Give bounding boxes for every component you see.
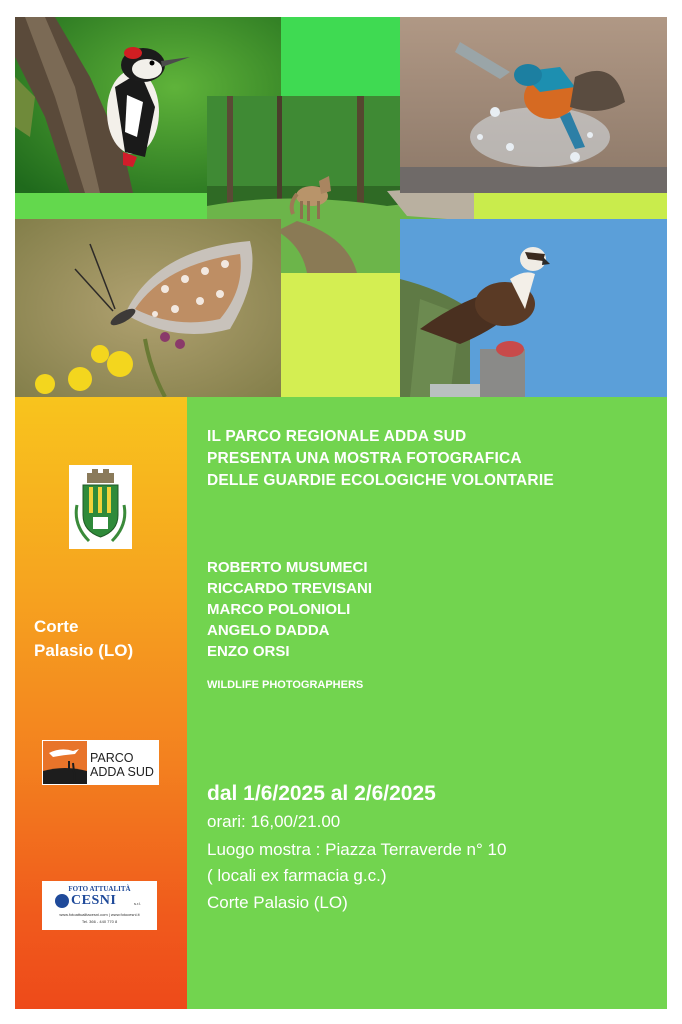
cesni-mark-icon bbox=[55, 894, 69, 908]
photographer-name: MARCO POLONIOLI bbox=[207, 601, 351, 618]
event-dates: dal 1/6/2025 al 2/6/2025 bbox=[207, 782, 436, 805]
parco-logo-line-1: PARCO bbox=[90, 751, 134, 765]
side-place-line-2: Palasio (LO) bbox=[34, 641, 134, 660]
side-place-line-1: Corte bbox=[34, 617, 79, 636]
venue-note: ( locali ex farmacia g.c.) bbox=[207, 866, 387, 885]
photographer-name: RICCARDO TREVISANI bbox=[207, 580, 373, 597]
cesni-logo bbox=[42, 881, 157, 930]
headline bbox=[207, 426, 554, 492]
lime-strip-left bbox=[15, 193, 207, 219]
subtitle: WILDLIFE PHOTOGRAPHERS bbox=[207, 679, 364, 691]
coat-of-arms-icon bbox=[69, 465, 132, 549]
yellow-block bbox=[281, 273, 400, 397]
bright-green-block bbox=[281, 17, 400, 96]
parco-logo-line-2: ADDA SUD bbox=[90, 765, 154, 779]
cesni-name: CESNI bbox=[71, 893, 117, 908]
cesni-suffix: s.r.l. bbox=[134, 901, 142, 906]
headline-line-1: IL PARCO REGIONALE ADDA SUD bbox=[207, 428, 467, 445]
lime-strip-right bbox=[474, 193, 667, 219]
butterfly-photo bbox=[15, 219, 281, 397]
event-hours: orari: 16,00/21.00 bbox=[207, 812, 341, 831]
side-place bbox=[34, 615, 133, 663]
event-town: Corte Palasio (LO) bbox=[207, 893, 348, 912]
cesni-tel: Tel. 366 - 440 770 8 bbox=[81, 919, 118, 924]
event-location: Luogo mostra : Piazza Terraverde n° 10 bbox=[207, 840, 507, 859]
headline-line-3: DELLE GUARDIE ECOLOGICHE VOLONTARIE bbox=[207, 472, 554, 489]
cesni-web: www.fotoattualitacesni.com | www.fotocesni.it bbox=[59, 912, 140, 917]
parco-adda-sud-logo bbox=[42, 740, 159, 785]
osprey-photo bbox=[400, 219, 667, 397]
heron-logo-icon bbox=[43, 741, 87, 784]
kingfisher-photo bbox=[400, 17, 667, 193]
cesni-title: FOTO ATTUALITÀ bbox=[68, 885, 131, 893]
photographer-name: ROBERTO MUSUMECI bbox=[207, 559, 368, 576]
photographer-list bbox=[207, 557, 372, 662]
photographer-name: ANGELO DADDA bbox=[207, 622, 330, 639]
photographer-name: ENZO ORSI bbox=[207, 643, 290, 660]
headline-line-2: PRESENTA UNA MOSTRA FOTOGRAFICA bbox=[207, 450, 522, 467]
